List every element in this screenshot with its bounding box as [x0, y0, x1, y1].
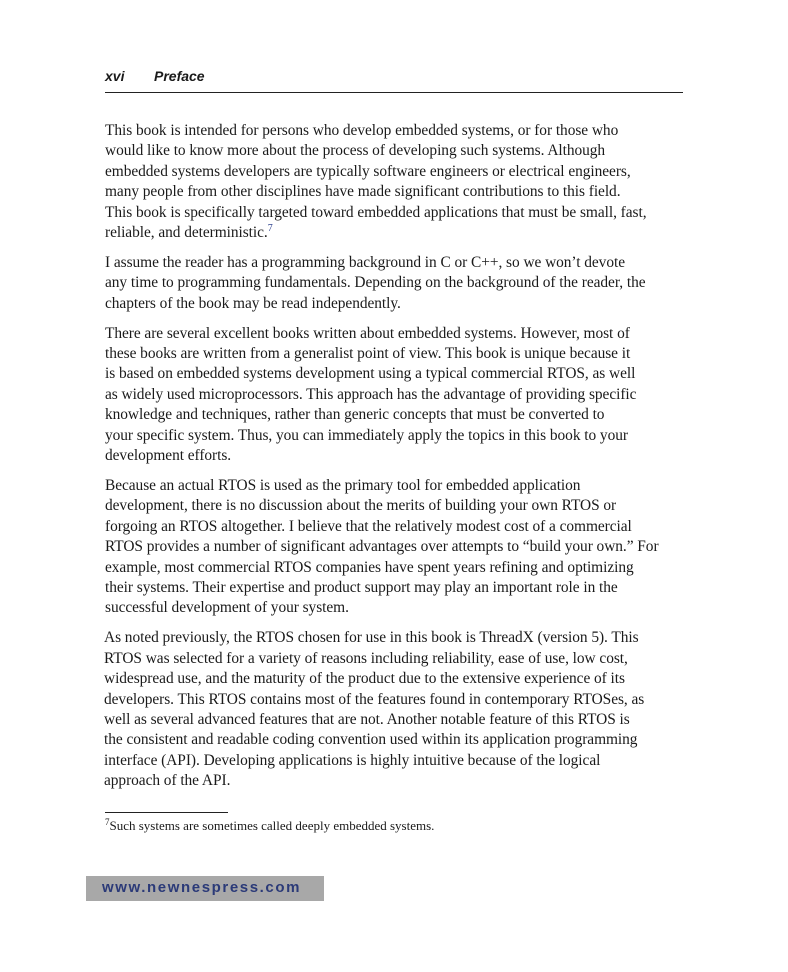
body-text: [105, 121, 685, 801]
footnote: [105, 817, 434, 834]
paragraph-commercial-rtos: Because an actual RTOS is used as the primary tool for embedded application development, there is no discussion about the merits of building your own RTOS or forgoing an RTOS altogether. I believe that the relatively modest cost of a commercial RTOS provides a number of significant advantages over attempts to “build your own.” For example, most commercial RTOS companies have spent years refining and optimizing their systems. Their expertise and product support may play an important role in the successful development of your system.: [105, 477, 659, 617]
footer-bar: [86, 876, 324, 901]
footnote-reference[interactable]: 7: [267, 223, 273, 235]
paragraph-book-approach: There are several excellent books written about embedded systems. However, most of these books are written from a generalist point of view. This book is unique because it is based on embedded systems development using a typical commercial RTOS, as well as widely used microprocessors. This approach has the advantage of providing specific knowledge and techniques, rather than generic concepts that must be converted to your specific system. Thus, you can immediately apply the topics in this book to your development efforts.: [105, 324, 637, 465]
paragraph-text: This book is intended for persons who develop embedded systems, or for those who would like to know more about the process of developing such systems. Although embedded systems developers are typically software engineers or electrical engineers, many people from other disciplines have made significant contributions to this field. This book is specifically targeted toward embedded applications that must be small, fast, reliable, and deterministic.: [105, 122, 647, 242]
running-head: [105, 66, 683, 93]
publisher-website-link[interactable]: www.newnespress.com: [102, 879, 302, 896]
footnote-number: 7: [105, 817, 110, 827]
section-title: Preface: [154, 68, 205, 84]
paragraph-reader-background: I assume the reader has a programming background in C or C++, so we won’t devote any time to programming fundamentals. Depending on the background of the reader, the chapters of the book may be read independently.: [105, 253, 646, 312]
page-number: xvi: [105, 68, 125, 84]
paragraph-intended-audience: [105, 121, 685, 243]
footnote-divider: [105, 812, 228, 813]
footnote-text: Such systems are sometimes called deeply embedded systems.: [109, 818, 435, 833]
paragraph-threadx: As noted previously, the RTOS chosen for use in this book is ThreadX (version 5). This RTOS was selected for a variety of reasons including reliability, ease of use, low cost, widespread use, and the maturity of the product due to the extensive experience of its developers. This RTOS contains most of the features found in contemporary RTOSes, as well as several advanced features that are not. Another notable feature of this RTOS is the consistent and readable coding convention used within its application programming interface (API). Developing applications is highly intuitive because of the logical approach of the API.: [104, 629, 645, 790]
